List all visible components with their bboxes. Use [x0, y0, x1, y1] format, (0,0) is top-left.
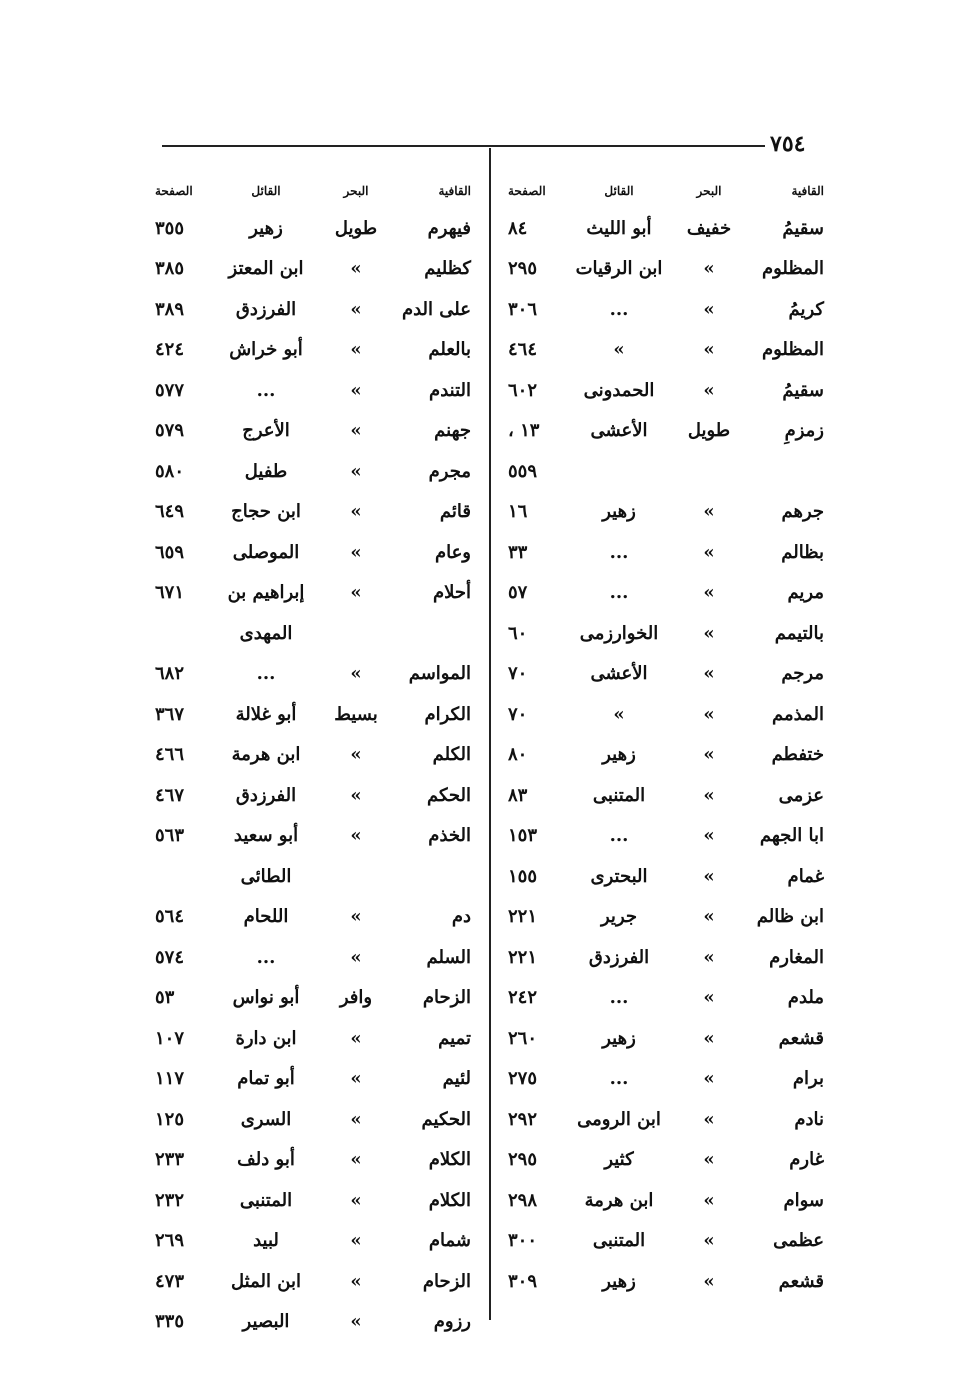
- page-cell: ٨٠: [508, 744, 528, 765]
- page-cell: ٣٨٩: [155, 298, 185, 320]
- index-row: [155, 1130, 471, 1171]
- poet-cell: الفرزدق: [588, 946, 650, 968]
- poet-cell: ...: [609, 987, 629, 1008]
- index-row: [155, 1049, 471, 1090]
- rhyme-cell: الكرام: [424, 703, 471, 725]
- page-cell: ٣٠٩: [508, 1270, 538, 1292]
- poet-cell: لبيد: [253, 1230, 279, 1251]
- rhyme-cell: بالتيمم: [774, 622, 824, 644]
- rhyme-cell: قائم: [439, 501, 471, 522]
- poet-cell: جرير: [601, 906, 637, 927]
- poet-cell: »: [613, 703, 625, 725]
- meter-cell: »: [350, 541, 362, 563]
- rhyme-cell: الكلام: [428, 1149, 471, 1170]
- rhyme-cell: مجرم: [428, 460, 471, 482]
- rhyme-cell: فيهرم: [427, 217, 471, 239]
- page-cell: ٥٧٤: [155, 946, 185, 968]
- rhyme-cell: جرهم: [781, 501, 824, 522]
- poet-cell: ...: [609, 298, 629, 320]
- page-cell: ٢٩٢: [508, 1108, 538, 1130]
- page-cell: ٢٩٥: [508, 1149, 538, 1170]
- meter-cell: »: [703, 501, 715, 522]
- index-row: [508, 198, 824, 239]
- poet-cell: زهير: [602, 1270, 636, 1292]
- rhyme-cell: الكلام: [428, 1189, 471, 1211]
- meter-cell: »: [350, 663, 362, 684]
- meter-cell: »: [350, 258, 362, 279]
- meter-cell: »: [703, 784, 715, 806]
- poet-cell: ابن هرمة: [584, 1189, 654, 1211]
- poet-cell: ...: [256, 946, 276, 968]
- poet-cell: ابن الرومى: [577, 1108, 661, 1130]
- meter-cell: »: [350, 1149, 362, 1170]
- meter-cell: »: [703, 744, 715, 765]
- index-row: [155, 927, 471, 968]
- index-row: [508, 482, 824, 523]
- rhyme-cell: التندم: [429, 379, 471, 401]
- page-cell: ٦٠٢: [508, 379, 538, 401]
- index-row: [508, 1130, 824, 1171]
- page-cell: ٢٢١: [508, 906, 538, 927]
- index-row: [155, 765, 471, 806]
- index-column-right: [508, 168, 824, 1292]
- page-cell: ٣٥٥: [155, 217, 185, 239]
- page-cell: ١٦: [508, 501, 528, 522]
- index-row: [508, 239, 824, 280]
- meter-cell: »: [350, 1270, 362, 1292]
- rhyme-cell: أحلام: [432, 582, 471, 603]
- index-row: [155, 198, 471, 239]
- index-row: [155, 968, 471, 1009]
- index-row: [508, 1251, 824, 1292]
- page-cell: ٦٧١: [155, 582, 185, 603]
- index-row: [155, 806, 471, 847]
- index-row: [155, 684, 471, 725]
- index-rows: [155, 198, 471, 1332]
- meter-cell: »: [703, 541, 715, 563]
- rhyme-cell: المظلوم: [761, 258, 824, 279]
- page-cell: ٣٠٠: [508, 1230, 538, 1251]
- index-row: [508, 846, 824, 887]
- poet-cell: الأعشى: [590, 663, 648, 684]
- poet-cell: أبو نواس: [232, 987, 300, 1008]
- index-row: [508, 1008, 824, 1049]
- page-cell: ٣٦٧: [155, 703, 185, 725]
- meter-cell: »: [350, 298, 362, 320]
- poet-cell: ...: [609, 825, 629, 846]
- rhyme-cell: ابن ظالم: [756, 906, 824, 927]
- poet-cell: زهير: [602, 1027, 636, 1049]
- poet-cell: ...: [256, 663, 276, 684]
- meter-cell: »: [350, 906, 362, 927]
- rhyme-cell: دم: [451, 906, 471, 927]
- page-cell: ١٥٣: [508, 825, 538, 846]
- meter-cell: »: [350, 744, 362, 765]
- rhyme-cell: المظلوم: [761, 339, 824, 360]
- meter-cell: »: [703, 1230, 715, 1251]
- page-cell: ٣٨٥: [155, 258, 185, 279]
- page-cell: ٥٣: [155, 987, 175, 1008]
- poet-cell: ابن الرقيات: [575, 258, 663, 279]
- poet-cell: الطائى: [240, 865, 292, 887]
- index-row: [155, 1292, 471, 1333]
- rhyme-cell: جهنم: [434, 420, 471, 441]
- poet-cell: الموصلى: [232, 541, 300, 563]
- index-row: [508, 401, 824, 442]
- index-row: [155, 887, 471, 928]
- index-row: [155, 603, 471, 644]
- poet-cell: الأعشى: [590, 420, 648, 441]
- meter-cell: »: [703, 298, 715, 320]
- meter-cell: »: [703, 1149, 715, 1170]
- rhyme-cell: قشعم: [778, 1270, 824, 1292]
- column-header: [155, 168, 471, 198]
- index-row: [508, 441, 824, 482]
- rhyme-cell: المغارم: [769, 946, 824, 968]
- poet-cell: اللحام: [243, 906, 289, 927]
- page-cell: ٢٣٢: [155, 1189, 185, 1211]
- index-column-left: [155, 168, 471, 1332]
- poet-cell: البحترى: [590, 865, 648, 887]
- header-meter: البحر: [696, 184, 722, 198]
- poet-cell: ابن حجاج: [231, 501, 301, 522]
- index-row: [155, 563, 471, 604]
- poet-cell: »: [613, 339, 625, 360]
- index-row: [508, 644, 824, 685]
- index-row: [155, 279, 471, 320]
- rhyme-cell: بالعلم: [428, 339, 471, 360]
- meter-cell: »: [703, 663, 715, 684]
- meter-cell: »: [703, 825, 715, 846]
- poet-cell: زهير: [249, 217, 283, 239]
- page-cell: ٢٩٨: [508, 1189, 538, 1211]
- rhyme-cell: عزمى: [778, 784, 824, 806]
- page-cell: ٦٤٩: [155, 501, 185, 522]
- index-row: [508, 279, 824, 320]
- meter-cell: »: [350, 339, 362, 360]
- page-cell: ٦٠: [508, 622, 528, 644]
- index-row: [508, 1049, 824, 1090]
- rhyme-cell: ختفطم: [771, 744, 824, 765]
- rhyme-cell: نادم: [794, 1108, 824, 1130]
- page-cell: ٢٢١: [508, 946, 538, 968]
- rhyme-cell: سقيمُ: [782, 217, 824, 239]
- poet-cell: المهدى: [239, 622, 293, 644]
- page-cell: ٢٦٠: [508, 1027, 538, 1049]
- meter-cell: بسيط: [334, 703, 378, 725]
- rhyme-cell: غارم: [789, 1149, 824, 1170]
- column-header: [508, 168, 824, 198]
- page-number: ٧٥٤: [770, 131, 806, 157]
- index-row: [508, 725, 824, 766]
- header-poet: القائل: [604, 184, 634, 198]
- index-row: [508, 927, 824, 968]
- rhyme-cell: على الدم: [401, 298, 471, 320]
- index-row: [508, 765, 824, 806]
- meter-cell: »: [350, 1311, 362, 1332]
- page-cell: ٨٤: [508, 217, 528, 239]
- rhyme-cell: سوام: [783, 1189, 824, 1211]
- index-row: [155, 401, 471, 442]
- header-page: الصفحة: [155, 184, 193, 198]
- poet-cell: إبراهيم بن: [227, 582, 305, 603]
- rhyme-cell: لئيم: [442, 1068, 471, 1089]
- poet-cell: الحمدونى: [583, 379, 655, 401]
- rhyme-cell: المذمم: [772, 703, 824, 725]
- rhyme-cell: الحكيم: [421, 1108, 471, 1130]
- rhyme-cell: وعام: [434, 541, 471, 563]
- index-row: [155, 522, 471, 563]
- meter-cell: »: [350, 825, 362, 846]
- poet-cell: أبو دلف: [237, 1149, 295, 1170]
- page-cell: ٧٠: [508, 663, 528, 684]
- page-cell: ٥٧٧: [155, 379, 185, 401]
- rhyme-cell: غمام: [787, 865, 824, 887]
- poet-cell: ابن المثل: [231, 1270, 301, 1292]
- poet-cell: المتنبى: [239, 1189, 293, 1211]
- poet-cell: الفرزدق: [235, 298, 297, 320]
- rhyme-cell: برام: [792, 1068, 824, 1089]
- index-row: [155, 1089, 471, 1130]
- index-row: [508, 360, 824, 401]
- page-cell: ٤٦٦: [155, 744, 185, 765]
- rhyme-cell: الزحام: [422, 987, 471, 1008]
- index-row: [155, 1008, 471, 1049]
- meter-cell: »: [703, 703, 715, 725]
- poet-cell: ...: [609, 541, 629, 563]
- meter-cell: »: [703, 379, 715, 401]
- page-cell: ١١٧: [155, 1068, 185, 1089]
- poet-cell: أبو سعيد: [233, 825, 299, 846]
- page-cell: ٣٣٥: [155, 1311, 185, 1332]
- poet-cell: أبو خراش: [229, 339, 303, 360]
- page-cell: ١٣ ،: [508, 420, 540, 441]
- meter-cell: طويل: [334, 217, 378, 239]
- meter-cell: »: [350, 582, 362, 603]
- page-cell: ٥٦٣: [155, 825, 185, 846]
- rhyme-cell: عظمى: [773, 1230, 824, 1251]
- poet-cell: أبو الليث: [586, 217, 652, 239]
- rhyme-cell: زمزمِ: [784, 420, 824, 441]
- index-row: [508, 563, 824, 604]
- meter-cell: »: [350, 1027, 362, 1049]
- page-cell: ٥٦٤: [155, 906, 185, 927]
- page-cell: ٦٥٩: [155, 541, 185, 563]
- rhyme-cell: السلم: [426, 946, 471, 968]
- index-row: [508, 887, 824, 928]
- rhyme-cell: تميم: [438, 1027, 471, 1049]
- meter-cell: »: [703, 622, 715, 644]
- page-cell: ٣٣: [508, 541, 528, 563]
- page-cell: ٧٠: [508, 703, 528, 725]
- meter-cell: »: [703, 987, 715, 1008]
- poet-cell: البصير: [242, 1311, 290, 1332]
- meter-cell: »: [703, 582, 715, 603]
- poet-cell: المتنبى: [592, 784, 646, 806]
- poet-cell: السرى: [240, 1108, 292, 1130]
- poet-cell: ...: [609, 1068, 629, 1089]
- poet-cell: ...: [256, 379, 276, 401]
- meter-cell: »: [703, 1068, 715, 1089]
- meter-cell: »: [350, 379, 362, 401]
- poet-cell: ابن المعتز: [228, 258, 304, 279]
- page-cell: ٥٨٠: [155, 460, 185, 482]
- page-cell: ٦٨٢: [155, 663, 185, 684]
- page-cell: ٣٠٦: [508, 298, 538, 320]
- header-rhyme: القافية: [791, 184, 824, 198]
- index-row: [155, 1170, 471, 1211]
- rhyme-cell: الكلم: [432, 744, 471, 765]
- index-rows: [508, 198, 824, 1292]
- rhyme-cell: الحكم: [426, 784, 471, 806]
- index-row: [155, 441, 471, 482]
- meter-cell: »: [703, 258, 715, 279]
- meter-cell: »: [703, 339, 715, 360]
- page-cell: ٨٣: [508, 784, 528, 806]
- rhyme-cell: ابا الجهم: [759, 825, 824, 846]
- meter-cell: »: [350, 501, 362, 522]
- meter-cell: »: [703, 1270, 715, 1292]
- meter-cell: »: [703, 1189, 715, 1211]
- poet-cell: طفيل: [244, 460, 288, 482]
- meter-cell: وافر: [339, 987, 373, 1008]
- page-cell: ٤٦٧: [155, 784, 185, 806]
- poet-cell: المتنبى: [592, 1230, 646, 1251]
- poet-cell: الأعرج: [242, 420, 290, 441]
- index-row: [508, 1211, 824, 1252]
- index-row: [508, 603, 824, 644]
- meter-cell: »: [350, 1108, 362, 1130]
- meter-cell: »: [703, 906, 715, 927]
- page-cell: ٥٧٩: [155, 420, 185, 441]
- index-row: [155, 360, 471, 401]
- poet-cell: زهير: [602, 501, 636, 522]
- meter-cell: »: [350, 1189, 362, 1211]
- meter-cell: »: [703, 946, 715, 968]
- meter-cell: »: [703, 1027, 715, 1049]
- header-rhyme: القافية: [438, 184, 471, 198]
- index-row: [508, 806, 824, 847]
- rhyme-cell: كظليم: [424, 258, 471, 279]
- header-rule: [162, 145, 765, 147]
- page-cell: ٥٧: [508, 582, 528, 603]
- rhyme-cell: مريم: [787, 582, 824, 603]
- rhyme-cell: قشعم: [778, 1027, 824, 1049]
- column-divider: [489, 148, 491, 1320]
- page-cell: ٢٣٣: [155, 1149, 185, 1170]
- page-cell: ٢٧٥: [508, 1068, 538, 1089]
- page-cell: ١٥٥: [508, 865, 538, 887]
- index-row: [508, 320, 824, 361]
- poet-cell: أبو تمام: [237, 1068, 295, 1089]
- rhyme-cell: كريمُ: [788, 298, 824, 320]
- rhyme-cell: الخذم: [428, 825, 471, 846]
- page-cell: ٢٤٢: [508, 987, 538, 1008]
- page-cell: ٤٧٣: [155, 1270, 185, 1292]
- poet-cell: ابن دارة: [235, 1027, 297, 1049]
- rhyme-cell: سقيمُ: [782, 379, 824, 401]
- meter-cell: »: [703, 865, 715, 887]
- meter-cell: طويل: [687, 420, 731, 441]
- poet-cell: ...: [609, 582, 629, 603]
- meter-cell: »: [350, 784, 362, 806]
- meter-cell: »: [350, 420, 362, 441]
- poet-cell: أبو غلالة: [235, 703, 297, 725]
- header-page: الصفحة: [508, 184, 546, 198]
- poet-cell: زهير: [602, 744, 636, 765]
- rhyme-cell: ملدم: [787, 987, 824, 1008]
- rhyme-cell: مرجم: [781, 663, 824, 684]
- index-row: [155, 1251, 471, 1292]
- rhyme-cell: شمام: [428, 1230, 471, 1251]
- page-cell: ٤٢٤: [155, 339, 185, 360]
- index-row: [508, 1089, 824, 1130]
- poet-cell: الفرزدق: [235, 784, 297, 806]
- header-poet: القائل: [251, 184, 281, 198]
- index-row: [508, 1170, 824, 1211]
- index-row: [155, 239, 471, 280]
- rhyme-cell: المواسم: [408, 663, 471, 684]
- page-cell: ٢٩٥: [508, 258, 538, 279]
- header-meter: البحر: [343, 184, 369, 198]
- meter-cell: »: [350, 460, 362, 482]
- poet-cell: الخوارزمى: [579, 622, 659, 644]
- rhyme-cell: رزوم: [433, 1311, 471, 1332]
- page-cell: ١٠٧: [155, 1027, 185, 1049]
- index-row: [155, 1211, 471, 1252]
- index-row: [155, 320, 471, 361]
- index-row: [155, 846, 471, 887]
- page-cell: ٥٥٩: [508, 460, 538, 482]
- poet-cell: كثير: [604, 1149, 634, 1170]
- index-row: [155, 725, 471, 766]
- index-row: [155, 482, 471, 523]
- index-row: [508, 522, 824, 563]
- index-row: [508, 968, 824, 1009]
- meter-cell: »: [350, 1230, 362, 1251]
- meter-cell: »: [350, 1068, 362, 1089]
- page-cell: ٤٦٤: [508, 339, 538, 360]
- index-row: [508, 684, 824, 725]
- page-cell: ١٢٥: [155, 1108, 185, 1130]
- meter-cell: خفيف: [686, 217, 732, 239]
- index-row: [155, 644, 471, 685]
- poet-cell: ابن هرمة: [231, 744, 301, 765]
- rhyme-cell: الزحام: [422, 1270, 471, 1292]
- rhyme-cell: بظالم: [781, 541, 824, 563]
- meter-cell: »: [350, 946, 362, 968]
- meter-cell: »: [703, 1108, 715, 1130]
- page-cell: ٢٦٩: [155, 1230, 185, 1251]
